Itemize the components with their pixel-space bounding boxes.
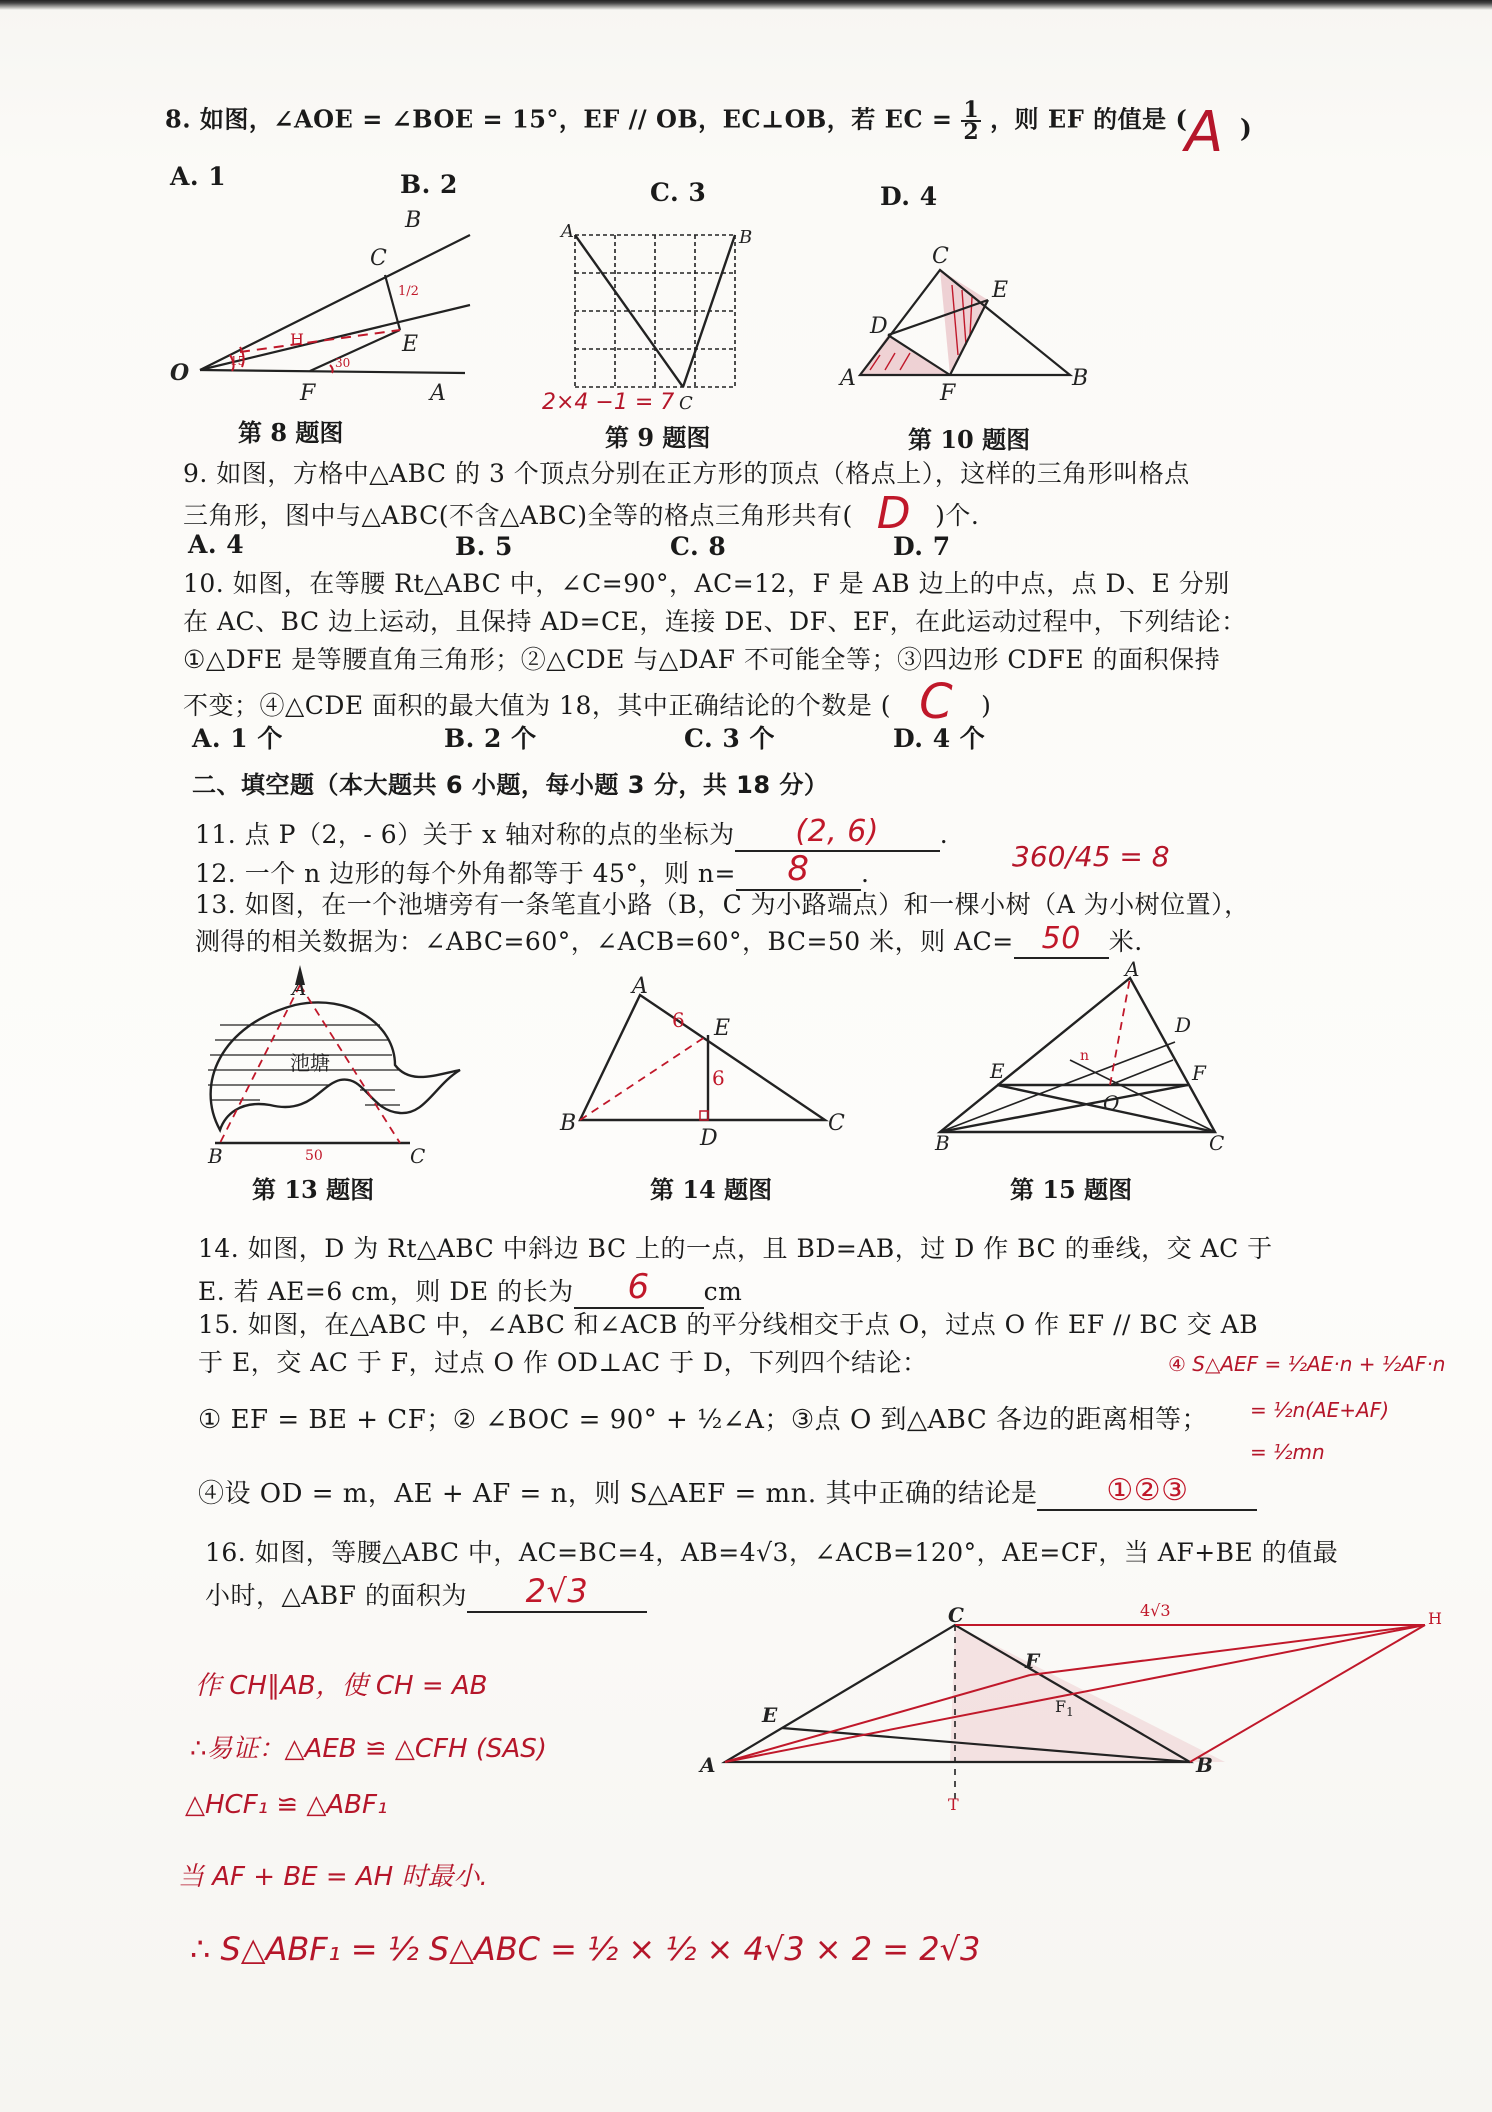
fig10-label-e: E <box>992 278 1009 303</box>
fig8-label-o: O <box>170 360 190 386</box>
svg-text:50: 50 <box>305 1148 323 1164</box>
fig13-pond-label: 池塘 <box>290 1051 330 1075</box>
q15-side-note-1: ④ S△AEF = ½AE·n + ½AF·n <box>1168 1352 1446 1376</box>
fig14-caption: 第 14 题图 <box>650 1175 773 1204</box>
q13-line2: 测得的相关数据为：∠ABC=60°，∠ACB=60°，BC=50 米，则 AC= 50 米. <box>195 922 1143 959</box>
svg-text:6: 6 <box>672 1008 685 1032</box>
q8-option-b: B. 2 <box>400 170 458 199</box>
q8-option-d: D. 4 <box>880 182 938 211</box>
q10-option-a: A. 1 个 <box>192 724 283 753</box>
q16-work-1: 作 CH∥AB，使 CH = AB <box>195 1671 488 1701</box>
fig8-label-h: H <box>290 330 304 349</box>
q9-option-d: D. 7 <box>893 532 951 561</box>
fig8-label-c: C <box>370 246 387 271</box>
q10-option-b: B. 2 个 <box>444 724 537 753</box>
q15-line2: 于 E，交 AC 于 F，过点 O 作 OD⊥AC 于 D，下列四个结论： <box>198 1348 928 1377</box>
figure-10 <box>840 245 1100 405</box>
q14-line2: E. 若 AE=6 cm，则 DE 的长为 6 cm <box>198 1267 743 1307</box>
fig13-caption: 第 13 题图 <box>252 1175 375 1204</box>
svg-text:F1: $F_1$ <box>1055 1697 1074 1719</box>
q10-option-c: C. 3 个 <box>684 724 775 753</box>
q8-close-paren: ) <box>1240 114 1253 143</box>
figure-8 <box>170 205 490 415</box>
svg-text:A: A <box>292 976 307 1000</box>
q10-line4: 不变；④△CDE 面积的最大值为 18，其中正确结论的个数是 ( C ) <box>183 674 992 730</box>
q11-answer: (2, 6) <box>795 814 880 849</box>
q10-option-d: D. 4 个 <box>893 724 986 753</box>
fig9-caption: 第 9 题图 <box>605 423 711 452</box>
q15-line4: ④设 OD = m，AE + AF = n，则 S△AEF = mn. 其中正确的结论是 ①②③ <box>198 1474 1257 1511</box>
fig8-half-mark: 1/2 <box>398 284 419 299</box>
q16-answer: 2√3 <box>525 1572 589 1610</box>
q16-line2: 小时，△ABF 的面积为 2√3 <box>205 1574 647 1613</box>
svg-text:A: A <box>1125 957 1140 981</box>
q10-line1: 10. 如图，在等腰 Rt△ABC 中，∠C=90°，AC=12，F 是 AB 边上的中点，点 D、E 分别 <box>183 569 1230 598</box>
svg-text:E: E <box>990 1059 1005 1083</box>
fig8-label-f: F <box>300 381 316 406</box>
svg-text:A: A <box>632 974 648 999</box>
q15-answer: ①②③ <box>1106 1473 1189 1508</box>
svg-text:B: B <box>208 1144 223 1168</box>
fig10-caption: 第 10 题图 <box>908 425 1031 454</box>
fig9-label-c: C <box>679 393 693 414</box>
svg-text:D: D <box>1175 1013 1192 1037</box>
svg-text:E: E <box>714 1016 731 1041</box>
svg-text:6: 6 <box>712 1066 725 1090</box>
svg-text:C: C <box>410 1144 426 1168</box>
svg-text:n: n <box>1080 1048 1090 1064</box>
q9-option-a: A. 4 <box>188 530 245 559</box>
fig10-label-f: F <box>940 381 956 406</box>
q16-work-5: ∴ S△ABF₁ = ½ S△ABC = ½ × ½ × 4√3 × 2 = 2√3 <box>190 1930 981 1968</box>
fig10-label-a: A <box>840 366 856 391</box>
q8-answer: A <box>1185 100 1224 165</box>
q9-option-c: C. 8 <box>670 532 727 561</box>
q12: 12. 一个 n 边形的每个外角都等于 45°，则 n= 8 . <box>195 849 870 889</box>
svg-text:30: 30 <box>335 356 351 370</box>
svg-text:F: F <box>1025 1649 1040 1673</box>
figure-15 <box>935 957 1225 1155</box>
fig9-label-a: A <box>561 221 574 242</box>
fig16-label-4root3: 4√3 <box>1140 1601 1171 1620</box>
svg-text:C: C <box>828 1111 845 1136</box>
svg-text:B: B <box>560 1111 577 1136</box>
q15-line3: ① EF = BE + CF；② ∠BOC = 90° + ½∠A；③点 O 到△ABC 各边的距离相等； <box>198 1405 1209 1435</box>
q8-option-a: A. 1 <box>170 162 227 191</box>
figure-16 <box>700 1601 1442 1814</box>
q16-work-4: 当 AF + BE = AH 时最小. <box>178 1862 488 1892</box>
q11: 11. 点 P（2，- 6）关于 x 轴对称的点的坐标为 (2, 6) . <box>195 815 948 852</box>
figure-14 <box>560 974 860 1151</box>
q16-work-2: ∴易证：△AEB ≌ △CFH (SAS) <box>190 1734 547 1764</box>
fig10-label-b: B <box>1072 366 1089 391</box>
q13-answer: 50 <box>1041 921 1081 956</box>
fig10-label-d: D <box>870 314 888 339</box>
q13-line1: 13. 如图，在一个池塘旁有一条笔直小路（B，C 为小路端点）和一棵小树（A 为小树位置）， <box>195 890 1250 919</box>
fig8-label-e: E <box>402 332 419 357</box>
scan-edge <box>0 0 1492 10</box>
q15-side-note-3: = ½mn <box>1250 1440 1325 1464</box>
svg-text:O: O <box>1103 1091 1120 1115</box>
fig9-label-b: B <box>739 227 753 248</box>
q12-answer: 8 <box>787 849 810 889</box>
svg-text:E: E <box>762 1703 778 1727</box>
q15-side-note-2: = ½n(AE+AF) <box>1250 1398 1390 1422</box>
svg-text:B: B <box>935 1131 950 1155</box>
q9-line1: 9. 如图，方格中△ABC 的 3 个顶点分别在正方形的顶点（格点上），这样的三角形叫格点 <box>183 459 1190 488</box>
q9-note: 2×4 −1 = 7 <box>542 390 675 415</box>
svg-text:C: C <box>1209 1131 1225 1155</box>
svg-text:B: B <box>1196 1753 1213 1777</box>
svg-text:H: H <box>1428 1609 1442 1628</box>
q10-answer: C <box>919 674 954 730</box>
fig15-caption: 第 15 题图 <box>1010 1175 1133 1204</box>
q15-line1: 15. 如图，在△ABC 中，∠ABC 和∠ACB 的平分线相交于点 O，过点 O 作 EF // BC 交 AB <box>198 1310 1259 1339</box>
q16-line1: 16. 如图，等腰△ABC 中，AC=BC=4，AB=4√3，∠ACB=120°，AE=CF，当 AF+BE 的值最 <box>205 1538 1339 1567</box>
q12-note: 360/45 = 8 <box>1012 840 1170 873</box>
q8-option-c: C. 3 <box>650 178 707 207</box>
fig8-caption: 第 8 题图 <box>238 418 344 447</box>
fig8-label-a: A <box>430 381 446 406</box>
figure-13 <box>200 965 480 1168</box>
svg-text:C: C <box>948 1603 964 1627</box>
svg-text:15: 15 <box>230 354 246 368</box>
q9-answer: D <box>876 488 912 539</box>
q16-work-3: △HCF₁ ≌ △ABF₁ <box>185 1790 388 1820</box>
q10-line2: 在 AC、BC 边上运动，且保持 AD=CE，连接 DE、DF、EF，在此运动过程中，下列结论： <box>183 607 1247 636</box>
fraction-one-half: $\frac{1}{2}$ <box>963 97 980 145</box>
q14-line1: 14. 如图，D 为 Rt△ABC 中斜边 BC 上的一点，且 BD=AB，过 D 作 BC 的垂线，交 AC 于 <box>198 1234 1273 1263</box>
q14-answer: 6 <box>627 1267 650 1307</box>
q8-stem: 8. 如图，∠AOE = ∠BOE = 15°，EF // OB，EC⊥OB，若 EC = $\frac{1}{2}$ ，则 EF 的值是 ( <box>165 97 1188 145</box>
svg-text:A: A <box>700 1753 716 1777</box>
q10-line3: ①△DFE 是等腰直角三角形；②△CDE 与△DAF 不可能全等；③四边形 CDFE 的面积保持 <box>183 645 1221 674</box>
q9-option-b: B. 5 <box>455 532 513 561</box>
fig10-label-c: C <box>932 244 949 269</box>
q9-line2: 三角形，图中与△ABC(不含△ABC)全等的格点三角形共有( D )个. <box>183 488 980 539</box>
fig8-label-b: B <box>405 208 422 233</box>
svg-text:D: D <box>700 1126 718 1151</box>
svg-text:F: F <box>1192 1061 1206 1085</box>
section-2-heading: 二、填空题（本大题共 6 小题，每小题 3 分，共 18 分） <box>192 771 829 799</box>
svg-text:T: T <box>948 1795 959 1814</box>
